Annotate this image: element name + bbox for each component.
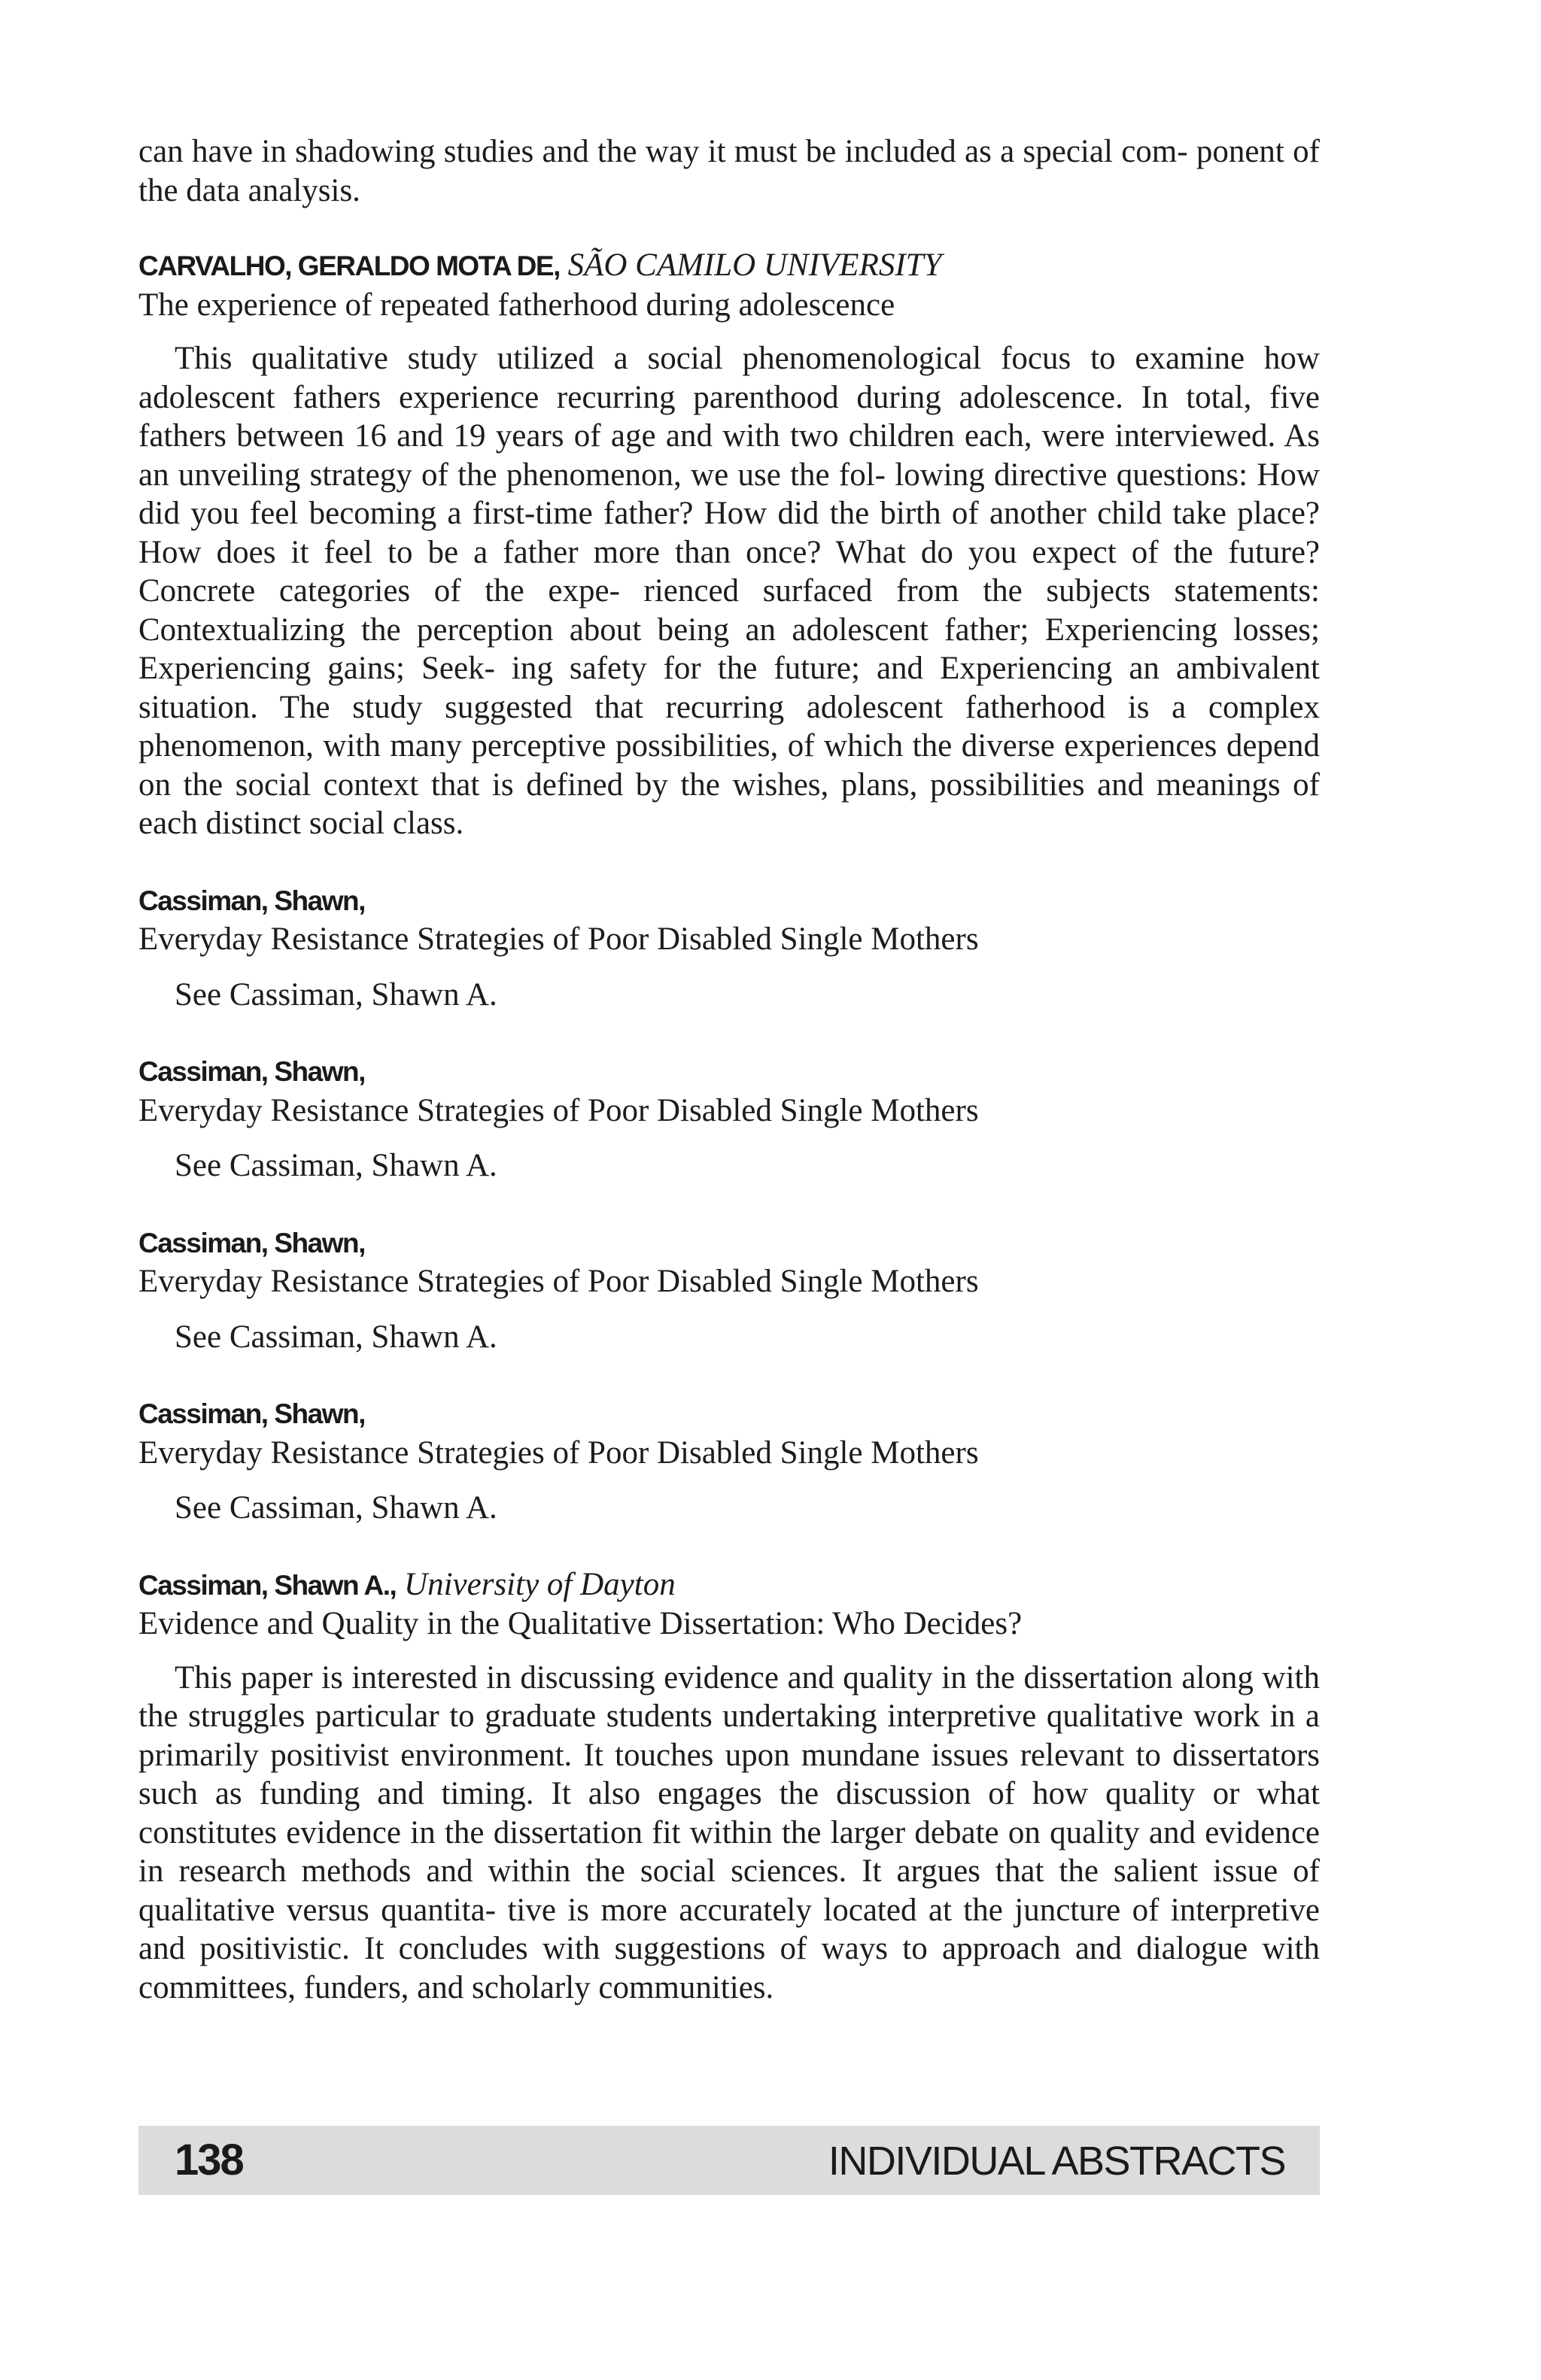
cross-reference: See Cassiman, Shawn A. bbox=[175, 1319, 497, 1355]
author-name: CARVALHO, GERALDO MOTA DE, bbox=[138, 250, 560, 281]
abstract-text: This qualitative study utilized a social phenomenological focus to examine how adolescent fathers experience recurring parenthood during adolescence. In total, five fathers between 16 and 19 years of age and with two children each, were interviewed. As an unveiling strategy of the phenomenon, we use the fol- lowing directive questions: How did you feel becoming a first-time father? How did the birth of another child take place? How does it feel to be a father more than once? What do you expect of the future? Concrete categories of the expe- rienced surfaced from the subjects statements: Contextualizing the perception about being an adolescent father; Experiencing losses; Experiencing gains; Seek- ing safety for the future; and Experiencing an ambivalent situation. The study suggested that recurring adolescent fatherhood is a complex phenomenon, with many perceptive possibilities, of which the diverse experiences depend on the social context that is defined by the wishes, plans, possibilities and meanings of each distinct social class. bbox=[138, 341, 1320, 841]
continued-paragraph: can have in shadowing studies and the way it must be included as a special com- ponent of the data analysis. bbox=[138, 134, 1320, 208]
abstract-entry bbox=[138, 881, 1320, 1015]
abstract-title: Everyday Resistance Strategies of Poor Disabled Single Mothers bbox=[138, 1434, 979, 1471]
abstract-title: Everyday Resistance Strategies of Poor Disabled Single Mothers bbox=[138, 1092, 979, 1128]
author-name: Cassiman, Shawn, bbox=[138, 1227, 365, 1258]
abstract-title: Everyday Resistance Strategies of Poor Disabled Single Mothers bbox=[138, 921, 979, 957]
page-body bbox=[138, 132, 1320, 2007]
abstract-title: Evidence and Quality in the Qualitative Dissertation: Who Decides? bbox=[138, 1606, 1023, 1641]
author-name: Cassiman, Shawn, bbox=[138, 885, 365, 916]
abstract-entry bbox=[138, 1052, 1320, 1185]
abstract-title: Everyday Resistance Strategies of Poor Disabled Single Mothers bbox=[138, 1264, 979, 1299]
author-name: Cassiman, Shawn, bbox=[138, 1398, 365, 1429]
abstract-title: The experience of repeated fatherhood during adolescence bbox=[138, 287, 895, 323]
abstract-entry bbox=[138, 246, 1320, 843]
author-line bbox=[138, 881, 1320, 921]
abstract-entry bbox=[138, 1223, 1320, 1357]
author-line bbox=[138, 1052, 1320, 1091]
abstract-entry bbox=[138, 1394, 1320, 1528]
author-name: Cassiman, Shawn A., bbox=[138, 1569, 397, 1601]
author-name: Cassiman, Shawn, bbox=[138, 1056, 365, 1087]
author-line bbox=[138, 1394, 1320, 1434]
author-line bbox=[138, 1565, 1320, 1605]
section-label: INDIVIDUAL ABSTRACTS bbox=[828, 2139, 1285, 2184]
abstract-entry bbox=[138, 1565, 1320, 2008]
author-line bbox=[138, 1223, 1320, 1263]
page-number: 138 bbox=[175, 2136, 243, 2184]
author-affiliation: SÃO CAMILO UNIVERSITY bbox=[567, 247, 942, 283]
author-line bbox=[138, 246, 1320, 286]
page-footer bbox=[138, 2126, 1320, 2195]
cross-reference: See Cassiman, Shawn A. bbox=[175, 1148, 497, 1183]
cross-reference: See Cassiman, Shawn A. bbox=[175, 976, 497, 1012]
cross-reference: See Cassiman, Shawn A. bbox=[175, 1490, 497, 1525]
author-affiliation: University of Dayton bbox=[404, 1566, 676, 1602]
abstract-text: This paper is interested in discussing evidence and quality in the dissertation along with the struggles particular to graduate students undertaking interpretive qualitative work in a primarily positivist environment. It touches upon mundane issues relevant to dissertators such as funding and timing. It also engages the discussion of how quality or what constitutes evidence in the dissertation fit within the larger debate on quality and evidence in research methods and within the social sciences. It argues that the salient issue of qualitative versus quantita- tive is more accurately located at the juncture of interpretive and positivistic. It concludes with suggestions of ways to approach and dialogue with committees, funders, and scholarly communities. bbox=[138, 1659, 1320, 2005]
